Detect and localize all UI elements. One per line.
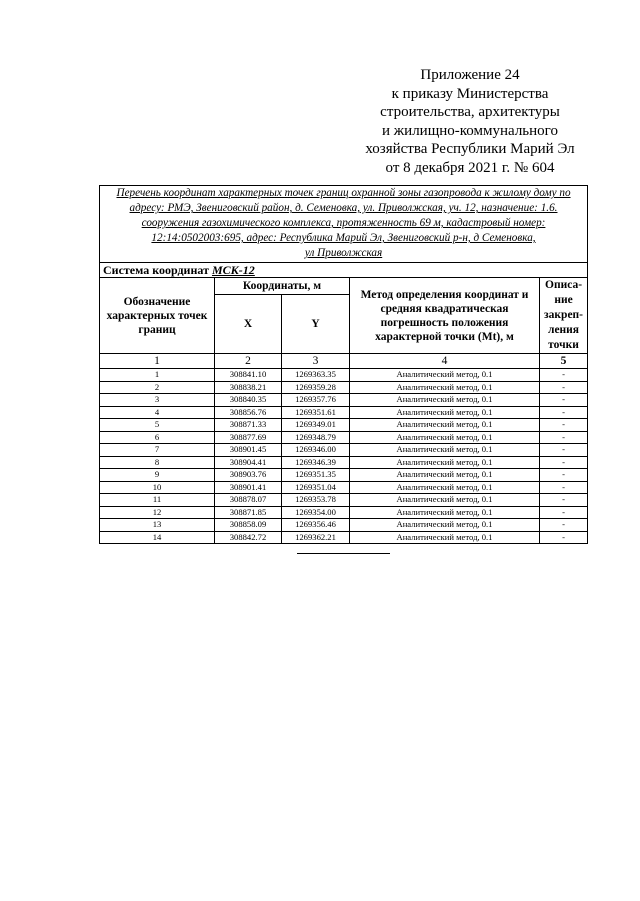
approval-line: Приложение 24: [420, 67, 520, 83]
y-coordinate-cell: 1269354.00: [282, 506, 350, 519]
y-coordinate-cell: 1269359.28: [282, 381, 350, 394]
method-cell: Аналитический метод, 0.1: [350, 394, 540, 407]
y-coordinate-cell: 1269356.46: [282, 519, 350, 532]
x-coordinate-cell: 308871.33: [215, 419, 282, 432]
table-row: [100, 531, 588, 544]
table-row: [100, 381, 588, 394]
description-cell: -: [540, 431, 588, 444]
header-point: Обозначение характерных точек границ: [100, 278, 215, 354]
table-title-line: ул Приволжская: [304, 247, 383, 259]
coordinates-table: [99, 185, 588, 544]
point-number-cell: 6: [100, 431, 215, 444]
description-cell: -: [540, 394, 588, 407]
point-number-cell: 12: [100, 506, 215, 519]
point-number-cell: 1: [100, 369, 215, 382]
table-row: [100, 444, 588, 457]
method-cell: Аналитический метод, 0.1: [350, 531, 540, 544]
coordinate-system: [100, 263, 588, 278]
y-coordinate-cell: 1269363.35: [282, 369, 350, 382]
description-cell: -: [540, 444, 588, 457]
method-cell: Аналитический метод, 0.1: [350, 381, 540, 394]
point-number-cell: 13: [100, 519, 215, 532]
approval-line: строительства, архитектуры: [380, 104, 560, 120]
method-cell: Аналитический метод, 0.1: [350, 431, 540, 444]
x-coordinate-cell: 308841.10: [215, 369, 282, 382]
method-cell: Аналитический метод, 0.1: [350, 469, 540, 482]
y-coordinate-cell: 1269346.00: [282, 444, 350, 457]
description-cell: -: [540, 381, 588, 394]
x-coordinate-cell: 308901.41: [215, 481, 282, 494]
y-coordinate-cell: 1269351.61: [282, 406, 350, 419]
y-coordinate-cell: 1269362.21: [282, 531, 350, 544]
index-cell: 2: [215, 354, 282, 369]
description-cell: -: [540, 494, 588, 507]
table-row: [100, 406, 588, 419]
y-coordinate-cell: 1269346.39: [282, 456, 350, 469]
header-x: X: [215, 294, 282, 353]
y-coordinate-cell: 1269353.78: [282, 494, 350, 507]
x-coordinate-cell: 308877.69: [215, 431, 282, 444]
x-coordinate-cell: 308871.85: [215, 506, 282, 519]
point-number-cell: 14: [100, 531, 215, 544]
approval-line: хозяйства Республики Марий Эл: [365, 141, 575, 157]
index-cell: 1: [100, 354, 215, 369]
index-cell: 4: [350, 354, 540, 369]
x-coordinate-cell: 308856.76: [215, 406, 282, 419]
method-cell: Аналитический метод, 0.1: [350, 494, 540, 507]
x-coordinate-cell: 308842.72: [215, 531, 282, 544]
description-cell: -: [540, 469, 588, 482]
y-coordinate-cell: 1269357.76: [282, 394, 350, 407]
x-coordinate-cell: 308904.41: [215, 456, 282, 469]
description-cell: -: [540, 369, 588, 382]
table-title-line: адресу: РМЭ, Звениговский район, д. Семеновка, ул. Приволжская, уч. 12, назначение: 1.6.: [129, 202, 558, 214]
point-number-cell: 5: [100, 419, 215, 432]
x-coordinate-cell: 308878.07: [215, 494, 282, 507]
description-cell: -: [540, 481, 588, 494]
table-row: [100, 431, 588, 444]
x-coordinate-cell: 308858.09: [215, 519, 282, 532]
method-cell: Аналитический метод, 0.1: [350, 506, 540, 519]
table-row: [100, 456, 588, 469]
approval-line: и жилищно-коммунального: [382, 122, 558, 139]
coordinate-system-code: МСК-12: [211, 263, 255, 277]
x-coordinate-cell: 308840.35: [215, 394, 282, 407]
y-coordinate-cell: 1269349.01: [282, 419, 350, 432]
table-title-line: Перечень координат характерных точек границ охранной зоны газопровода к жилому дому по: [116, 187, 571, 199]
method-cell: Аналитический метод, 0.1: [350, 481, 540, 494]
description-cell: -: [540, 506, 588, 519]
description-cell: -: [540, 456, 588, 469]
table-row: [100, 481, 588, 494]
header-coords: Координаты, м: [215, 278, 350, 295]
point-number-cell: 8: [100, 456, 215, 469]
x-coordinate-cell: 308901.45: [215, 444, 282, 457]
point-number-cell: 2: [100, 381, 215, 394]
point-number-cell: 9: [100, 469, 215, 482]
description-cell: -: [540, 406, 588, 419]
description-cell: -: [540, 519, 588, 532]
table-row: [100, 494, 588, 507]
description-cell: -: [540, 531, 588, 544]
method-cell: Аналитический метод, 0.1: [350, 519, 540, 532]
method-cell: Аналитический метод, 0.1: [350, 369, 540, 382]
x-coordinate-cell: 308903.76: [215, 469, 282, 482]
table-title: [100, 186, 588, 263]
coordinate-system-label: Система координат: [103, 263, 209, 277]
point-number-cell: 10: [100, 481, 215, 494]
signature-line: [297, 553, 390, 554]
table-row: [100, 419, 588, 432]
x-coordinate-cell: 308838.21: [215, 381, 282, 394]
table-title-line: 12:14:0502003:695, адрес: Республика Марий Эл, Звениговский р-н, д Семеновка,: [151, 232, 536, 244]
table-row: [100, 519, 588, 532]
point-number-cell: 3: [100, 394, 215, 407]
y-coordinate-cell: 1269348.79: [282, 431, 350, 444]
point-number-cell: 4: [100, 406, 215, 419]
method-cell: Аналитический метод, 0.1: [350, 456, 540, 469]
header-desc: Описа-ние закреп-ления точки: [540, 278, 588, 354]
approval-line: от 8 декабря 2021 г. № 604: [385, 159, 555, 176]
index-cell: 5: [540, 354, 588, 369]
table-row: [100, 506, 588, 519]
index-row: [100, 354, 588, 369]
method-cell: Аналитический метод, 0.1: [350, 419, 540, 432]
approval-line: к приказу Министерства: [391, 85, 549, 102]
header-y: Y: [282, 294, 350, 353]
table-row: [100, 394, 588, 407]
point-number-cell: 7: [100, 444, 215, 457]
y-coordinate-cell: 1269351.04: [282, 481, 350, 494]
table-row: [100, 369, 588, 382]
point-number-cell: 11: [100, 494, 215, 507]
y-coordinate-cell: 1269351.35: [282, 469, 350, 482]
table-title-line: сооружения газохимического комплекса, протяженность 69 м, кадастровый номер:: [141, 217, 546, 229]
table-row: [100, 469, 588, 482]
method-cell: Аналитический метод, 0.1: [350, 444, 540, 457]
approval-block: [300, 66, 640, 177]
description-cell: -: [540, 419, 588, 432]
index-cell: 3: [282, 354, 350, 369]
method-cell: Аналитический метод, 0.1: [350, 406, 540, 419]
header-method: Метод определения координат и средняя квадратическая погрешность положения характерной точки (Mt), м: [350, 278, 540, 354]
